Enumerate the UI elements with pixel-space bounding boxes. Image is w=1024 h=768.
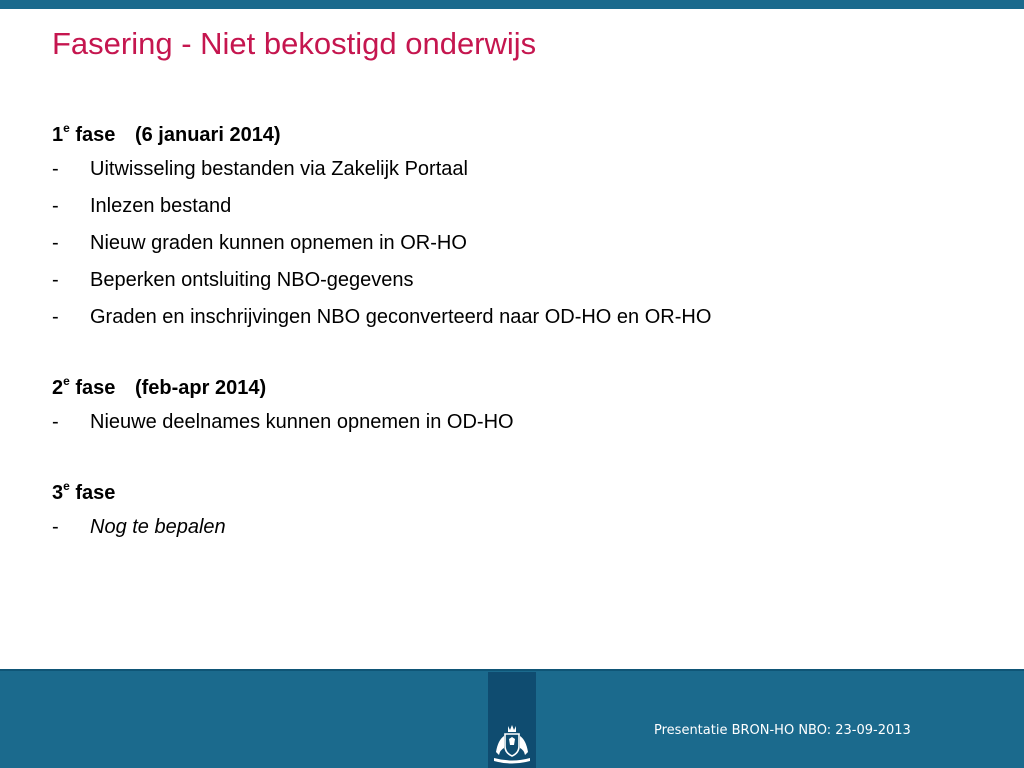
list-item	[52, 262, 992, 299]
phase-1	[52, 120, 992, 336]
coat-of-arms-icon	[490, 722, 534, 764]
phase-number: 2	[52, 377, 64, 399]
list-item	[52, 225, 992, 262]
phase-label: fase	[75, 377, 116, 399]
list-item	[52, 151, 992, 188]
slide-title: Fasering - Niet bekostigd onderwijs	[52, 26, 537, 61]
list-item-text: Graden en inschrijvingen NBO geconverteerd naar OD-HO en OR-HO	[90, 306, 712, 328]
list-item	[52, 404, 992, 441]
dash-bullet: -	[52, 232, 59, 254]
top-accent-bar	[0, 0, 1024, 9]
list-item	[52, 299, 992, 336]
phase-date: (6 januari 2014)	[134, 124, 281, 146]
list-item-text: Uitwisseling bestanden via Zakelijk Portaal	[90, 158, 468, 180]
phase-superscript: e	[63, 479, 70, 494]
list-item	[52, 188, 992, 225]
footer-divider	[0, 669, 1024, 671]
phase-heading	[52, 120, 992, 151]
list-item-text: Beperken ontsluiting NBO-gegevens	[90, 269, 414, 291]
list-item-text: Nieuwe deelnames kunnen opnemen in OD-HO	[90, 411, 514, 433]
phase-date: (feb-apr 2014)	[134, 377, 267, 399]
phase-heading	[52, 373, 992, 404]
phase-3	[52, 478, 992, 546]
dash-bullet: -	[52, 158, 59, 180]
phase-label: fase	[75, 124, 116, 146]
phase-number: 3	[52, 482, 64, 504]
logo-band	[488, 672, 536, 768]
list-item-text: Inlezen bestand	[90, 195, 232, 217]
phase-heading	[52, 478, 992, 509]
phase-2	[52, 373, 992, 441]
footer-presentation-label: Presentatie BRON-HO NBO: 23-09-2013	[654, 723, 911, 738]
phase-superscript: e	[63, 121, 70, 136]
slide-content	[52, 120, 992, 583]
phase-superscript: e	[63, 374, 70, 389]
phase-label: fase	[75, 482, 116, 504]
list-item-text: Nog te bepalen	[90, 516, 226, 538]
phase-number: 1	[52, 124, 64, 146]
dash-bullet: -	[52, 269, 59, 291]
dash-bullet: -	[52, 306, 59, 328]
dash-bullet: -	[52, 195, 59, 217]
list-item-text: Nieuw graden kunnen opnemen in OR-HO	[90, 232, 467, 254]
footer-bar	[0, 669, 1024, 768]
list-item	[52, 509, 992, 546]
dash-bullet: -	[52, 516, 59, 538]
dash-bullet: -	[52, 411, 59, 433]
